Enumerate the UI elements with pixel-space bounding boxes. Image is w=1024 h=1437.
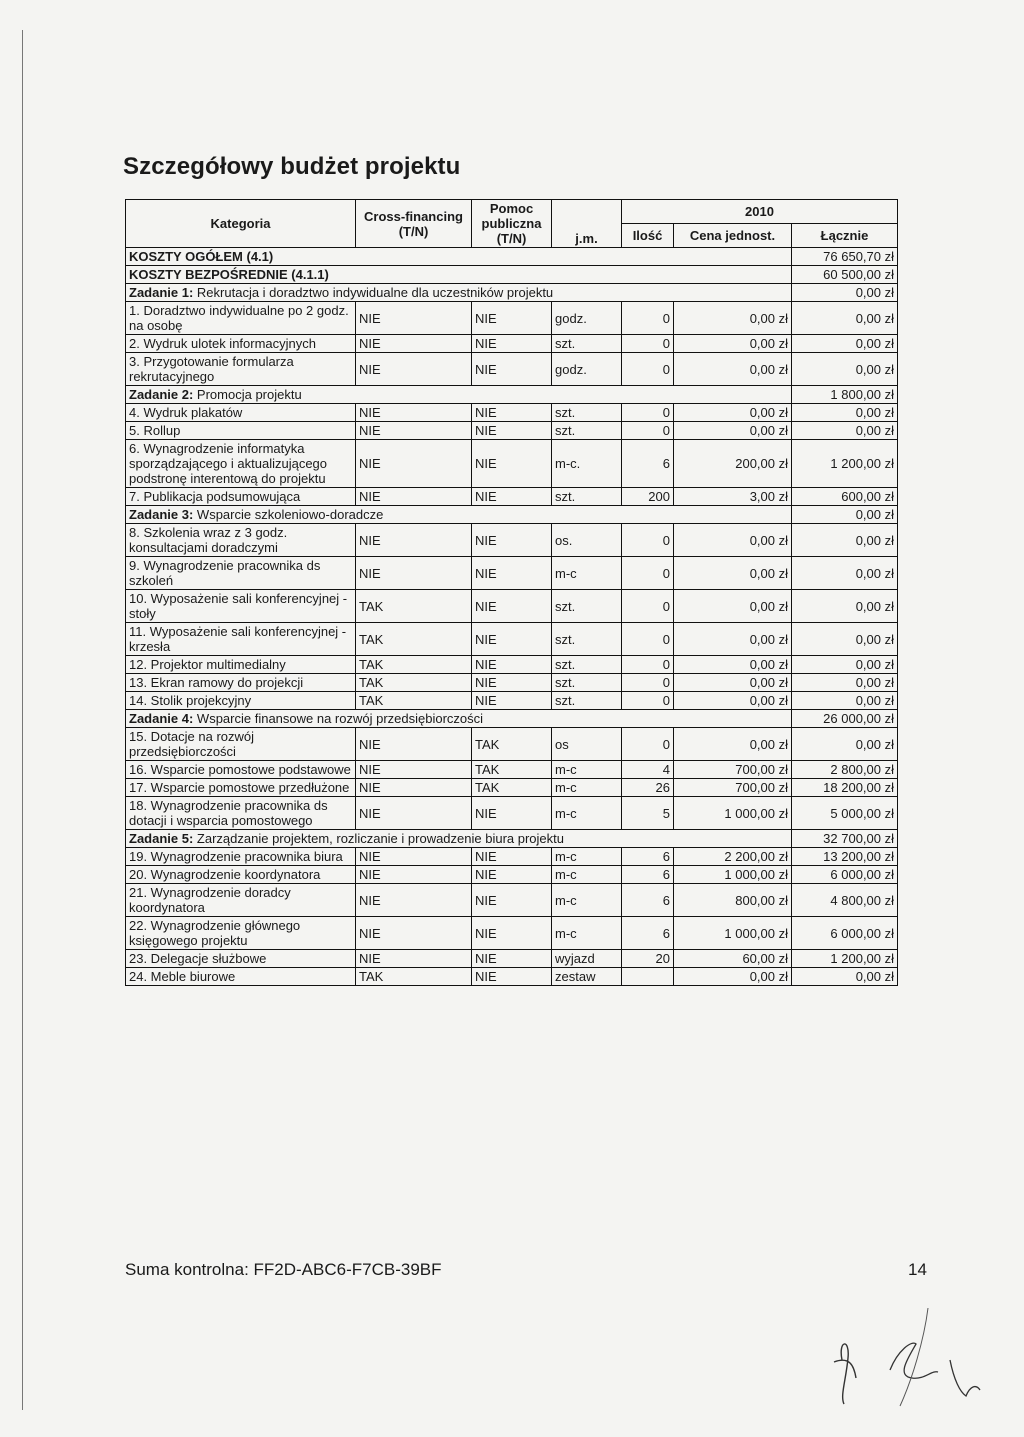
item-unit: godz.	[552, 302, 622, 335]
item-cross-financing: TAK	[356, 623, 472, 656]
task-row	[126, 506, 898, 524]
task-prefix: Zadanie 5:	[129, 831, 194, 846]
item-unit: m-c.	[552, 440, 622, 488]
checksum: Suma kontrolna: FF2D-ABC6-F7CB-39BF	[125, 1260, 442, 1279]
item-quantity: 0	[622, 422, 674, 440]
item-name: 24. Meble biurowe	[126, 968, 356, 986]
item-pomoc-publiczna: TAK	[472, 761, 552, 779]
item-unit-price: 0,00 zł	[674, 302, 792, 335]
item-unit: m-c	[552, 866, 622, 884]
table-row	[126, 557, 898, 590]
item-unit: szt.	[552, 656, 622, 674]
item-name: 4. Wydruk plakatów	[126, 404, 356, 422]
item-total: 6 000,00 zł	[792, 866, 898, 884]
item-cross-financing: TAK	[356, 968, 472, 986]
item-pomoc-publiczna: NIE	[472, 557, 552, 590]
item-pomoc-publiczna: NIE	[472, 692, 552, 710]
page-number: 14	[908, 1260, 927, 1279]
item-quantity: 6	[622, 917, 674, 950]
item-name: 14. Stolik projekcyjny	[126, 692, 356, 710]
item-pomoc-publiczna: NIE	[472, 488, 552, 506]
item-cross-financing: TAK	[356, 674, 472, 692]
item-unit: szt.	[552, 422, 622, 440]
item-name: 18. Wynagrodzenie pracownika ds dotacji i wsparcia pomostowego	[126, 797, 356, 830]
item-quantity: 0	[622, 524, 674, 557]
item-unit: godz.	[552, 353, 622, 386]
table-row	[126, 404, 898, 422]
item-unit: m-c	[552, 557, 622, 590]
task-name: Wsparcie finansowe na rozwój przedsiębiorczości	[196, 711, 484, 726]
table-row	[126, 440, 898, 488]
item-pomoc-publiczna: NIE	[472, 797, 552, 830]
item-name: 5. Rollup	[126, 422, 356, 440]
item-cross-financing: NIE	[356, 524, 472, 557]
item-name: 21. Wynagrodzenie doradcy koordynatora	[126, 884, 356, 917]
item-name: 17. Wsparcie pomostowe przedłużone	[126, 779, 356, 797]
item-pomoc-publiczna: NIE	[472, 404, 552, 422]
header-ilosc: Ilość	[622, 224, 674, 248]
item-cross-financing: NIE	[356, 884, 472, 917]
item-unit-price: 1 000,00 zł	[674, 917, 792, 950]
item-total: 13 200,00 zł	[792, 848, 898, 866]
item-cross-financing: NIE	[356, 404, 472, 422]
item-total: 0,00 zł	[792, 404, 898, 422]
task-label	[126, 710, 792, 728]
table-row	[126, 674, 898, 692]
task-name: Promocja projektu	[196, 387, 302, 402]
total-value: 60 500,00 zł	[792, 266, 898, 284]
item-total: 1 200,00 zł	[792, 440, 898, 488]
header-jm: j.m.	[552, 200, 622, 248]
item-quantity: 0	[622, 728, 674, 761]
item-unit-price: 200,00 zł	[674, 440, 792, 488]
item-name: 22. Wynagrodzenie głównego księgowego projektu	[126, 917, 356, 950]
item-unit-price: 0,00 zł	[674, 335, 792, 353]
budget-table	[125, 199, 898, 986]
item-total: 0,00 zł	[792, 968, 898, 986]
item-cross-financing: NIE	[356, 488, 472, 506]
item-name: 7. Publikacja podsumowująca	[126, 488, 356, 506]
item-pomoc-publiczna: NIE	[472, 866, 552, 884]
task-total: 0,00 zł	[792, 506, 898, 524]
item-quantity: 6	[622, 440, 674, 488]
item-unit: m-c	[552, 797, 622, 830]
item-unit: m-c	[552, 917, 622, 950]
item-pomoc-publiczna: NIE	[472, 422, 552, 440]
item-pomoc-publiczna: NIE	[472, 848, 552, 866]
table-row	[126, 353, 898, 386]
item-cross-financing: NIE	[356, 866, 472, 884]
item-unit-price: 1 000,00 zł	[674, 866, 792, 884]
item-name: 20. Wynagrodzenie koordynatora	[126, 866, 356, 884]
table-row	[126, 335, 898, 353]
table-row	[126, 524, 898, 557]
item-name: 1. Doradztwo indywidualne po 2 godz. na osobę	[126, 302, 356, 335]
item-pomoc-publiczna: NIE	[472, 590, 552, 623]
item-cross-financing: NIE	[356, 797, 472, 830]
item-pomoc-publiczna: NIE	[472, 674, 552, 692]
table-row	[126, 623, 898, 656]
item-unit: szt.	[552, 335, 622, 353]
item-unit-price: 3,00 zł	[674, 488, 792, 506]
item-pomoc-publiczna: TAK	[472, 728, 552, 761]
item-name: 10. Wyposażenie sali konferencyjnej - stoły	[126, 590, 356, 623]
item-unit-price: 0,00 zł	[674, 728, 792, 761]
item-cross-financing: NIE	[356, 422, 472, 440]
item-name: 8. Szkolenia wraz z 3 godz. konsultacjami doradczymi	[126, 524, 356, 557]
item-total: 0,00 zł	[792, 335, 898, 353]
item-name: 23. Delegacje służbowe	[126, 950, 356, 968]
task-label	[126, 506, 792, 524]
item-unit-price: 700,00 zł	[674, 779, 792, 797]
item-name: 9. Wynagrodzenie pracownika ds szkoleń	[126, 557, 356, 590]
item-pomoc-publiczna: NIE	[472, 968, 552, 986]
item-name: 6. Wynagrodzenie informatyka sporządzającego i aktualizującego podstronę interentową do projektu	[126, 440, 356, 488]
item-quantity: 200	[622, 488, 674, 506]
item-total: 0,00 zł	[792, 302, 898, 335]
total-row	[126, 266, 898, 284]
item-cross-financing: NIE	[356, 335, 472, 353]
item-pomoc-publiczna: TAK	[472, 779, 552, 797]
item-unit: m-c	[552, 848, 622, 866]
item-quantity: 5	[622, 797, 674, 830]
item-unit: os.	[552, 524, 622, 557]
item-pomoc-publiczna: NIE	[472, 524, 552, 557]
table-row	[126, 866, 898, 884]
item-pomoc-publiczna: NIE	[472, 302, 552, 335]
item-total: 2 800,00 zł	[792, 761, 898, 779]
item-unit-price: 0,00 zł	[674, 404, 792, 422]
task-name: Zarządzanie projektem, rozliczanie i prowadzenie biura projektu	[196, 831, 564, 846]
item-name: 15. Dotacje na rozwój przedsiębiorczości	[126, 728, 356, 761]
item-cross-financing: NIE	[356, 557, 472, 590]
item-quantity: 0	[622, 335, 674, 353]
item-cross-financing: NIE	[356, 353, 472, 386]
item-total: 0,00 zł	[792, 590, 898, 623]
item-unit-price: 1 000,00 zł	[674, 797, 792, 830]
item-total: 6 000,00 zł	[792, 917, 898, 950]
task-row	[126, 284, 898, 302]
item-total: 0,00 zł	[792, 524, 898, 557]
item-cross-financing: NIE	[356, 950, 472, 968]
table-row	[126, 761, 898, 779]
item-quantity: 6	[622, 884, 674, 917]
item-total: 1 200,00 zł	[792, 950, 898, 968]
item-pomoc-publiczna: NIE	[472, 884, 552, 917]
item-pomoc-publiczna: NIE	[472, 950, 552, 968]
item-total: 4 800,00 zł	[792, 884, 898, 917]
item-total: 600,00 zł	[792, 488, 898, 506]
task-label	[126, 386, 792, 404]
task-total: 32 700,00 zł	[792, 830, 898, 848]
header-kategoria: Kategoria	[126, 200, 356, 248]
item-pomoc-publiczna: NIE	[472, 353, 552, 386]
signature-mark	[820, 1300, 1000, 1410]
task-label	[126, 284, 792, 302]
header-pomoc-publiczna: Pomoc publiczna (T/N)	[472, 200, 552, 248]
item-unit-price: 0,00 zł	[674, 623, 792, 656]
table-row	[126, 779, 898, 797]
task-name: Rekrutacja i doradztwo indywidualne dla uczestników projektu	[196, 285, 554, 300]
table-row	[126, 968, 898, 986]
table-row	[126, 884, 898, 917]
task-prefix: Zadanie 4:	[129, 711, 194, 726]
item-unit: m-c	[552, 884, 622, 917]
item-unit: szt.	[552, 590, 622, 623]
item-total: 0,00 zł	[792, 692, 898, 710]
table-row	[126, 848, 898, 866]
item-quantity: 6	[622, 848, 674, 866]
item-name: 11. Wyposażenie sali konferencyjnej - krzesła	[126, 623, 356, 656]
item-cross-financing: NIE	[356, 917, 472, 950]
table-row	[126, 692, 898, 710]
total-label: KOSZTY OGÓŁEM (4.1)	[126, 248, 792, 266]
item-name: 13. Ekran ramowy do projekcji	[126, 674, 356, 692]
table-row	[126, 590, 898, 623]
task-total: 26 000,00 zł	[792, 710, 898, 728]
total-label: KOSZTY BEZPOŚREDNIE (4.1.1)	[126, 266, 792, 284]
table-row	[126, 302, 898, 335]
total-row	[126, 248, 898, 266]
task-prefix: Zadanie 3:	[129, 507, 194, 522]
page-edge	[22, 30, 23, 1410]
task-prefix: Zadanie 1:	[129, 285, 194, 300]
item-unit-price: 0,00 zł	[674, 968, 792, 986]
item-total: 0,00 zł	[792, 623, 898, 656]
item-pomoc-publiczna: NIE	[472, 335, 552, 353]
item-total: 0,00 zł	[792, 674, 898, 692]
item-cross-financing: NIE	[356, 761, 472, 779]
task-row	[126, 386, 898, 404]
item-unit-price: 0,00 zł	[674, 422, 792, 440]
item-unit: szt.	[552, 488, 622, 506]
item-unit-price: 60,00 zł	[674, 950, 792, 968]
item-quantity: 0	[622, 557, 674, 590]
table-row	[126, 488, 898, 506]
item-unit: szt.	[552, 674, 622, 692]
item-unit: m-c	[552, 779, 622, 797]
item-total: 0,00 zł	[792, 557, 898, 590]
item-total: 0,00 zł	[792, 728, 898, 761]
item-pomoc-publiczna: NIE	[472, 917, 552, 950]
task-name: Wsparcie szkoleniowo-doradcze	[196, 507, 384, 522]
item-quantity: 0	[622, 404, 674, 422]
item-pomoc-publiczna: NIE	[472, 623, 552, 656]
item-quantity: 6	[622, 866, 674, 884]
item-unit: szt.	[552, 623, 622, 656]
item-unit-price: 0,00 zł	[674, 656, 792, 674]
task-total: 0,00 zł	[792, 284, 898, 302]
item-unit: os	[552, 728, 622, 761]
item-unit-price: 700,00 zł	[674, 761, 792, 779]
item-unit-price: 0,00 zł	[674, 692, 792, 710]
table-row	[126, 728, 898, 761]
item-name: 3. Przygotowanie formularza rekrutacyjnego	[126, 353, 356, 386]
table-row	[126, 797, 898, 830]
task-label	[126, 830, 792, 848]
table-row	[126, 656, 898, 674]
item-unit: wyjazd	[552, 950, 622, 968]
header-year: 2010	[622, 200, 898, 224]
item-quantity: 0	[622, 353, 674, 386]
item-cross-financing: TAK	[356, 692, 472, 710]
item-unit-price: 0,00 zł	[674, 590, 792, 623]
item-cross-financing: TAK	[356, 656, 472, 674]
task-row	[126, 830, 898, 848]
item-cross-financing: NIE	[356, 848, 472, 866]
item-unit: m-c	[552, 761, 622, 779]
item-cross-financing: NIE	[356, 302, 472, 335]
item-quantity: 0	[622, 656, 674, 674]
total-value: 76 650,70 zł	[792, 248, 898, 266]
item-unit-price: 0,00 zł	[674, 557, 792, 590]
item-pomoc-publiczna: NIE	[472, 440, 552, 488]
item-quantity: 0	[622, 302, 674, 335]
table-row	[126, 917, 898, 950]
item-cross-financing: NIE	[356, 728, 472, 761]
header-lacznie: Łącznie	[792, 224, 898, 248]
task-prefix: Zadanie 2:	[129, 387, 194, 402]
item-unit: zestaw	[552, 968, 622, 986]
item-unit-price: 0,00 zł	[674, 353, 792, 386]
item-quantity: 26	[622, 779, 674, 797]
item-quantity: 20	[622, 950, 674, 968]
item-total: 18 200,00 zł	[792, 779, 898, 797]
task-total: 1 800,00 zł	[792, 386, 898, 404]
item-total: 0,00 zł	[792, 656, 898, 674]
item-total: 0,00 zł	[792, 422, 898, 440]
item-quantity	[622, 968, 674, 986]
item-cross-financing: TAK	[356, 590, 472, 623]
item-cross-financing: NIE	[356, 440, 472, 488]
item-unit-price: 0,00 zł	[674, 674, 792, 692]
item-unit: szt.	[552, 692, 622, 710]
item-name: 12. Projektor multimedialny	[126, 656, 356, 674]
item-cross-financing: NIE	[356, 779, 472, 797]
item-quantity: 0	[622, 674, 674, 692]
header-cross-financing: Cross-financing (T/N)	[356, 200, 472, 248]
item-unit: szt.	[552, 404, 622, 422]
item-quantity: 4	[622, 761, 674, 779]
page-title: Szczegółowy budżet projektu	[123, 153, 461, 180]
item-name: 19. Wynagrodzenie pracownika biura	[126, 848, 356, 866]
item-name: 2. Wydruk ulotek informacyjnych	[126, 335, 356, 353]
item-total: 0,00 zł	[792, 353, 898, 386]
item-total: 5 000,00 zł	[792, 797, 898, 830]
table-row	[126, 422, 898, 440]
item-name: 16. Wsparcie pomostowe podstawowe	[126, 761, 356, 779]
header-cena: Cena jednost.	[674, 224, 792, 248]
table-row	[126, 950, 898, 968]
budget-body	[126, 248, 898, 986]
item-quantity: 0	[622, 623, 674, 656]
item-unit-price: 0,00 zł	[674, 524, 792, 557]
item-pomoc-publiczna: NIE	[472, 656, 552, 674]
item-quantity: 0	[622, 692, 674, 710]
item-unit-price: 800,00 zł	[674, 884, 792, 917]
item-unit-price: 2 200,00 zł	[674, 848, 792, 866]
task-row	[126, 710, 898, 728]
item-quantity: 0	[622, 590, 674, 623]
